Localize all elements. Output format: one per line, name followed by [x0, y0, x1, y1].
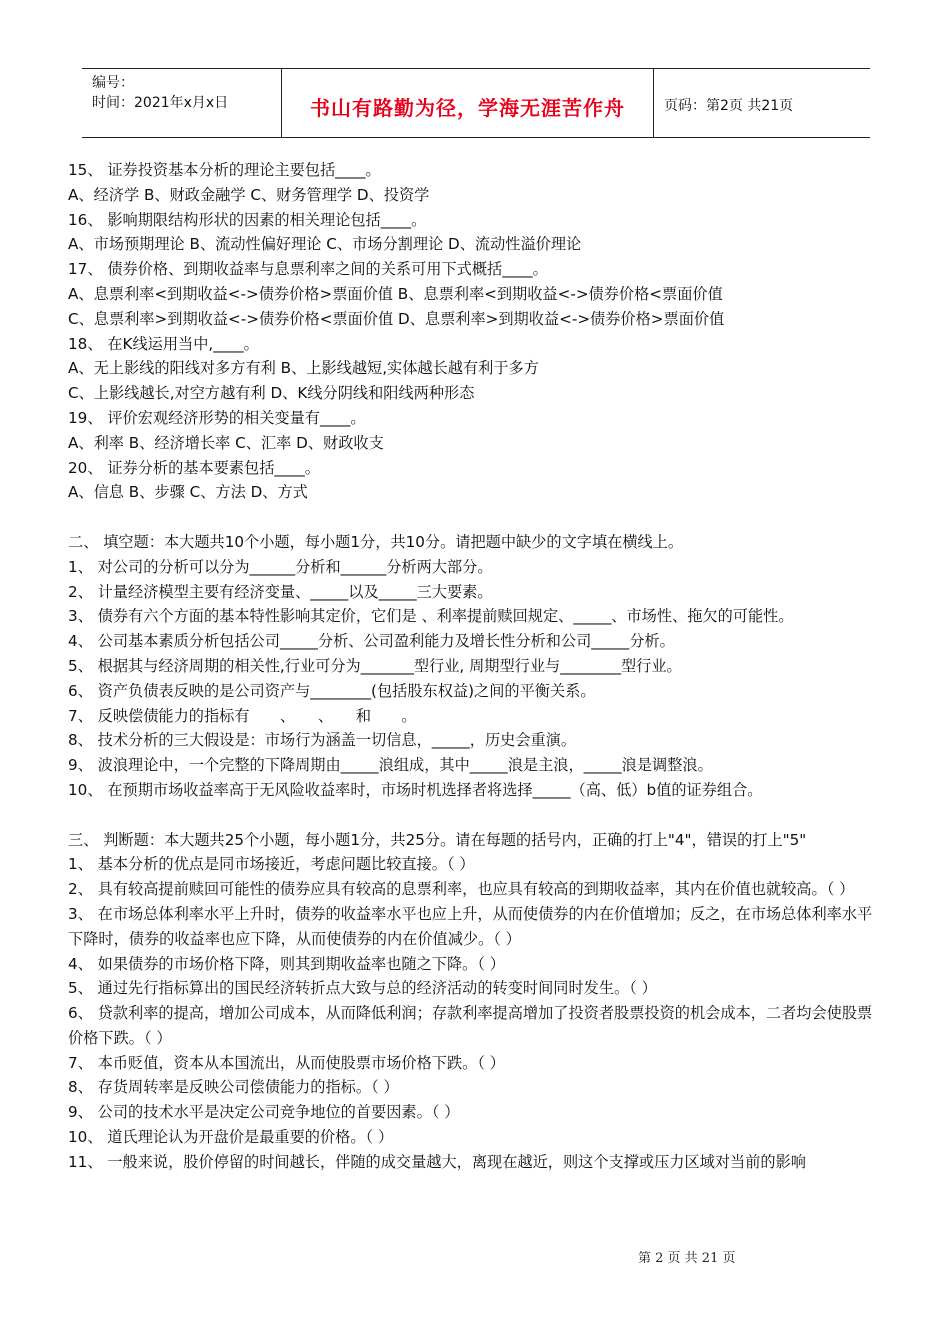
- header-time-label: 时间：2021年x月x日: [92, 95, 229, 111]
- fill-item-8: 8、 技术分析的三大假设是：市场行为涵盖一切信息，_____，历史会重演。: [68, 731, 577, 750]
- judge-item-11: 11、 一般来说，股价停留的时间越长，伴随的成交量越大，离现在越近，则这个支撑或压力区域对当前的影响: [68, 1152, 806, 1171]
- fill-item-2: 2、 计量经济模型主要有经济变量、_____以及_____三大要素。: [68, 582, 493, 601]
- fill-item-10: 10、 在预期市场收益率高于无风险收益率时，市场时机选择者将选择_____（高、低）b值的证券组合。: [68, 780, 763, 799]
- question-17-options-cd: C、息票利率>到期收益<->债券价格<票面价值 D、息票利率>到期收益<->债券价格>票面价值: [68, 309, 725, 328]
- section-gap: [68, 505, 884, 530]
- header-number-label: 编号：: [92, 75, 134, 91]
- question-15-options: A、经济学 B、财政金融学 C、财务管理学 D、投资学: [68, 185, 430, 204]
- judge-item-4: 4、 如果债券的市场价格下降，则其到期收益率也随之下降。（ ）: [68, 954, 505, 973]
- document-body: [68, 158, 884, 1175]
- question-18-options-ab: A、无上影线的阳线对多方有利 B、上影线越短,实体越长越有利于多方: [68, 359, 539, 378]
- judge-item-10: 10、 道氏理论认为开盘价是最重要的价格。（ ）: [68, 1128, 394, 1147]
- question-20: 20、 证券分析的基本要素包括____。: [68, 458, 320, 477]
- fill-item-6: 6、 资产负债表反映的是公司资产与________(包括股东权益)之间的平衡关系。: [68, 681, 596, 700]
- fill-section-title: 二、 填空题：本大题共10个小题，每小题1分，共10分。请把题中缺少的文字填在横线上。: [68, 532, 684, 551]
- header-page-info: 页码：第2页 共21页: [664, 98, 794, 114]
- fill-item-1: 1、 对公司的分析可以分为______分析和______分析两大部分。: [68, 557, 493, 576]
- judge-item-9: 9、 公司的技术水平是决定公司竞争地位的首要因素。（ ）: [68, 1103, 460, 1122]
- fill-item-5: 5、 根据其与经济周期的相关性,行业可分为_______型行业, 周期型行业与________型行业。: [68, 656, 682, 675]
- header-motto: 书山有路勤为径，学海无涯苦作舟: [282, 69, 654, 137]
- judge-item-5: 5、 通过先行指标算出的国民经济转折点大致与总的经济活动的转变时间同时发生。（ ）: [68, 979, 657, 998]
- question-19-options: A、利率 B、经济增长率 C、汇率 D、财政收支: [68, 433, 384, 452]
- question-16-options: A、市场预期理论 B、流动性偏好理论 C、市场分割理论 D、流动性溢价理论: [68, 235, 582, 254]
- section-gap: [68, 803, 884, 828]
- question-16: 16、 影响期限结构形状的因素的相关理论包括____。: [68, 210, 427, 229]
- question-17-options-ab: A、息票利率<到期收益<->债券价格>票面价值 B、息票利率<到期收益<->债券价格<票面价值: [68, 284, 723, 303]
- judge-item-6: 6、 贷款利率的提高，增加公司成本，从而降低利润；存款利率提高增加了投资者股票投资的机会成本，二者均会使股票价格下跌。（ ）: [68, 1004, 873, 1047]
- question-18-options-cd: C、上影线越长,对空方越有利 D、K线分阴线和阳线两种形态: [68, 384, 475, 403]
- fill-item-3: 3、 债券有六个方面的基本特性影响其定价，它们是 、利率提前赎回规定、_____、市场性、拖欠的可能性。: [68, 607, 794, 626]
- question-17: 17、 债券价格、到期收益率与息票利率之间的关系可用下式概括____。: [68, 260, 548, 279]
- fill-item-9: 9、 波浪理论中，一个完整的下降周期由_____浪组成，其中_____浪是主浪，_____浪是调整浪。: [68, 756, 713, 775]
- fill-item-7: 7、 反映偿债能力的指标有 、 、 和 。: [68, 706, 417, 725]
- question-19: 19、 评价宏观经济形势的相关变量有____。: [68, 408, 366, 427]
- question-20-options: A、信息 B、步骤 C、方法 D、方式: [68, 483, 308, 502]
- judge-section-title: 三、 判断题：本大题共25个小题，每小题1分，共25分。请在每题的括号内，正确的打上"4"，错误的打上"5": [68, 830, 807, 849]
- judge-item-8: 8、 存货周转率是反映公司偿债能力的指标。（ ）: [68, 1078, 399, 1097]
- header-meta: [82, 69, 282, 137]
- question-15: 15、 证券投资基本分析的理论主要包括____。: [68, 161, 381, 179]
- judge-item-1: 1、 基本分析的优点是同市场接近，考虑问题比较直接。（ ）: [68, 855, 475, 874]
- page-footer: 第 2 页 共 21 页: [638, 1251, 736, 1266]
- judge-item-3: 3、 在市场总体利率水平上升时，债券的收益率水平也应上升，从而使债券的内在价值增加；反之，在市场总体利率水平下降时，债券的收益率也应下降，从而使债券的内在价值减少。（ ）: [68, 904, 873, 948]
- question-18: 18、 在K线运用当中,____。: [68, 334, 259, 353]
- judge-item-2: 2、 具有较高提前赎回可能性的债券应具有较高的息票利率，也应具有较高的到期收益率，其内在价值也就较高。（ ）: [68, 880, 855, 899]
- judge-item-7: 7、 本币贬值，资本从本国流出，从而使股票市场价格下跌。（ ）: [68, 1053, 505, 1072]
- page-header: [82, 68, 870, 138]
- fill-item-4: 4、 公司基本素质分析包括公司_____分析、公司盈利能力及增长性分析和公司_____分析。: [68, 632, 675, 651]
